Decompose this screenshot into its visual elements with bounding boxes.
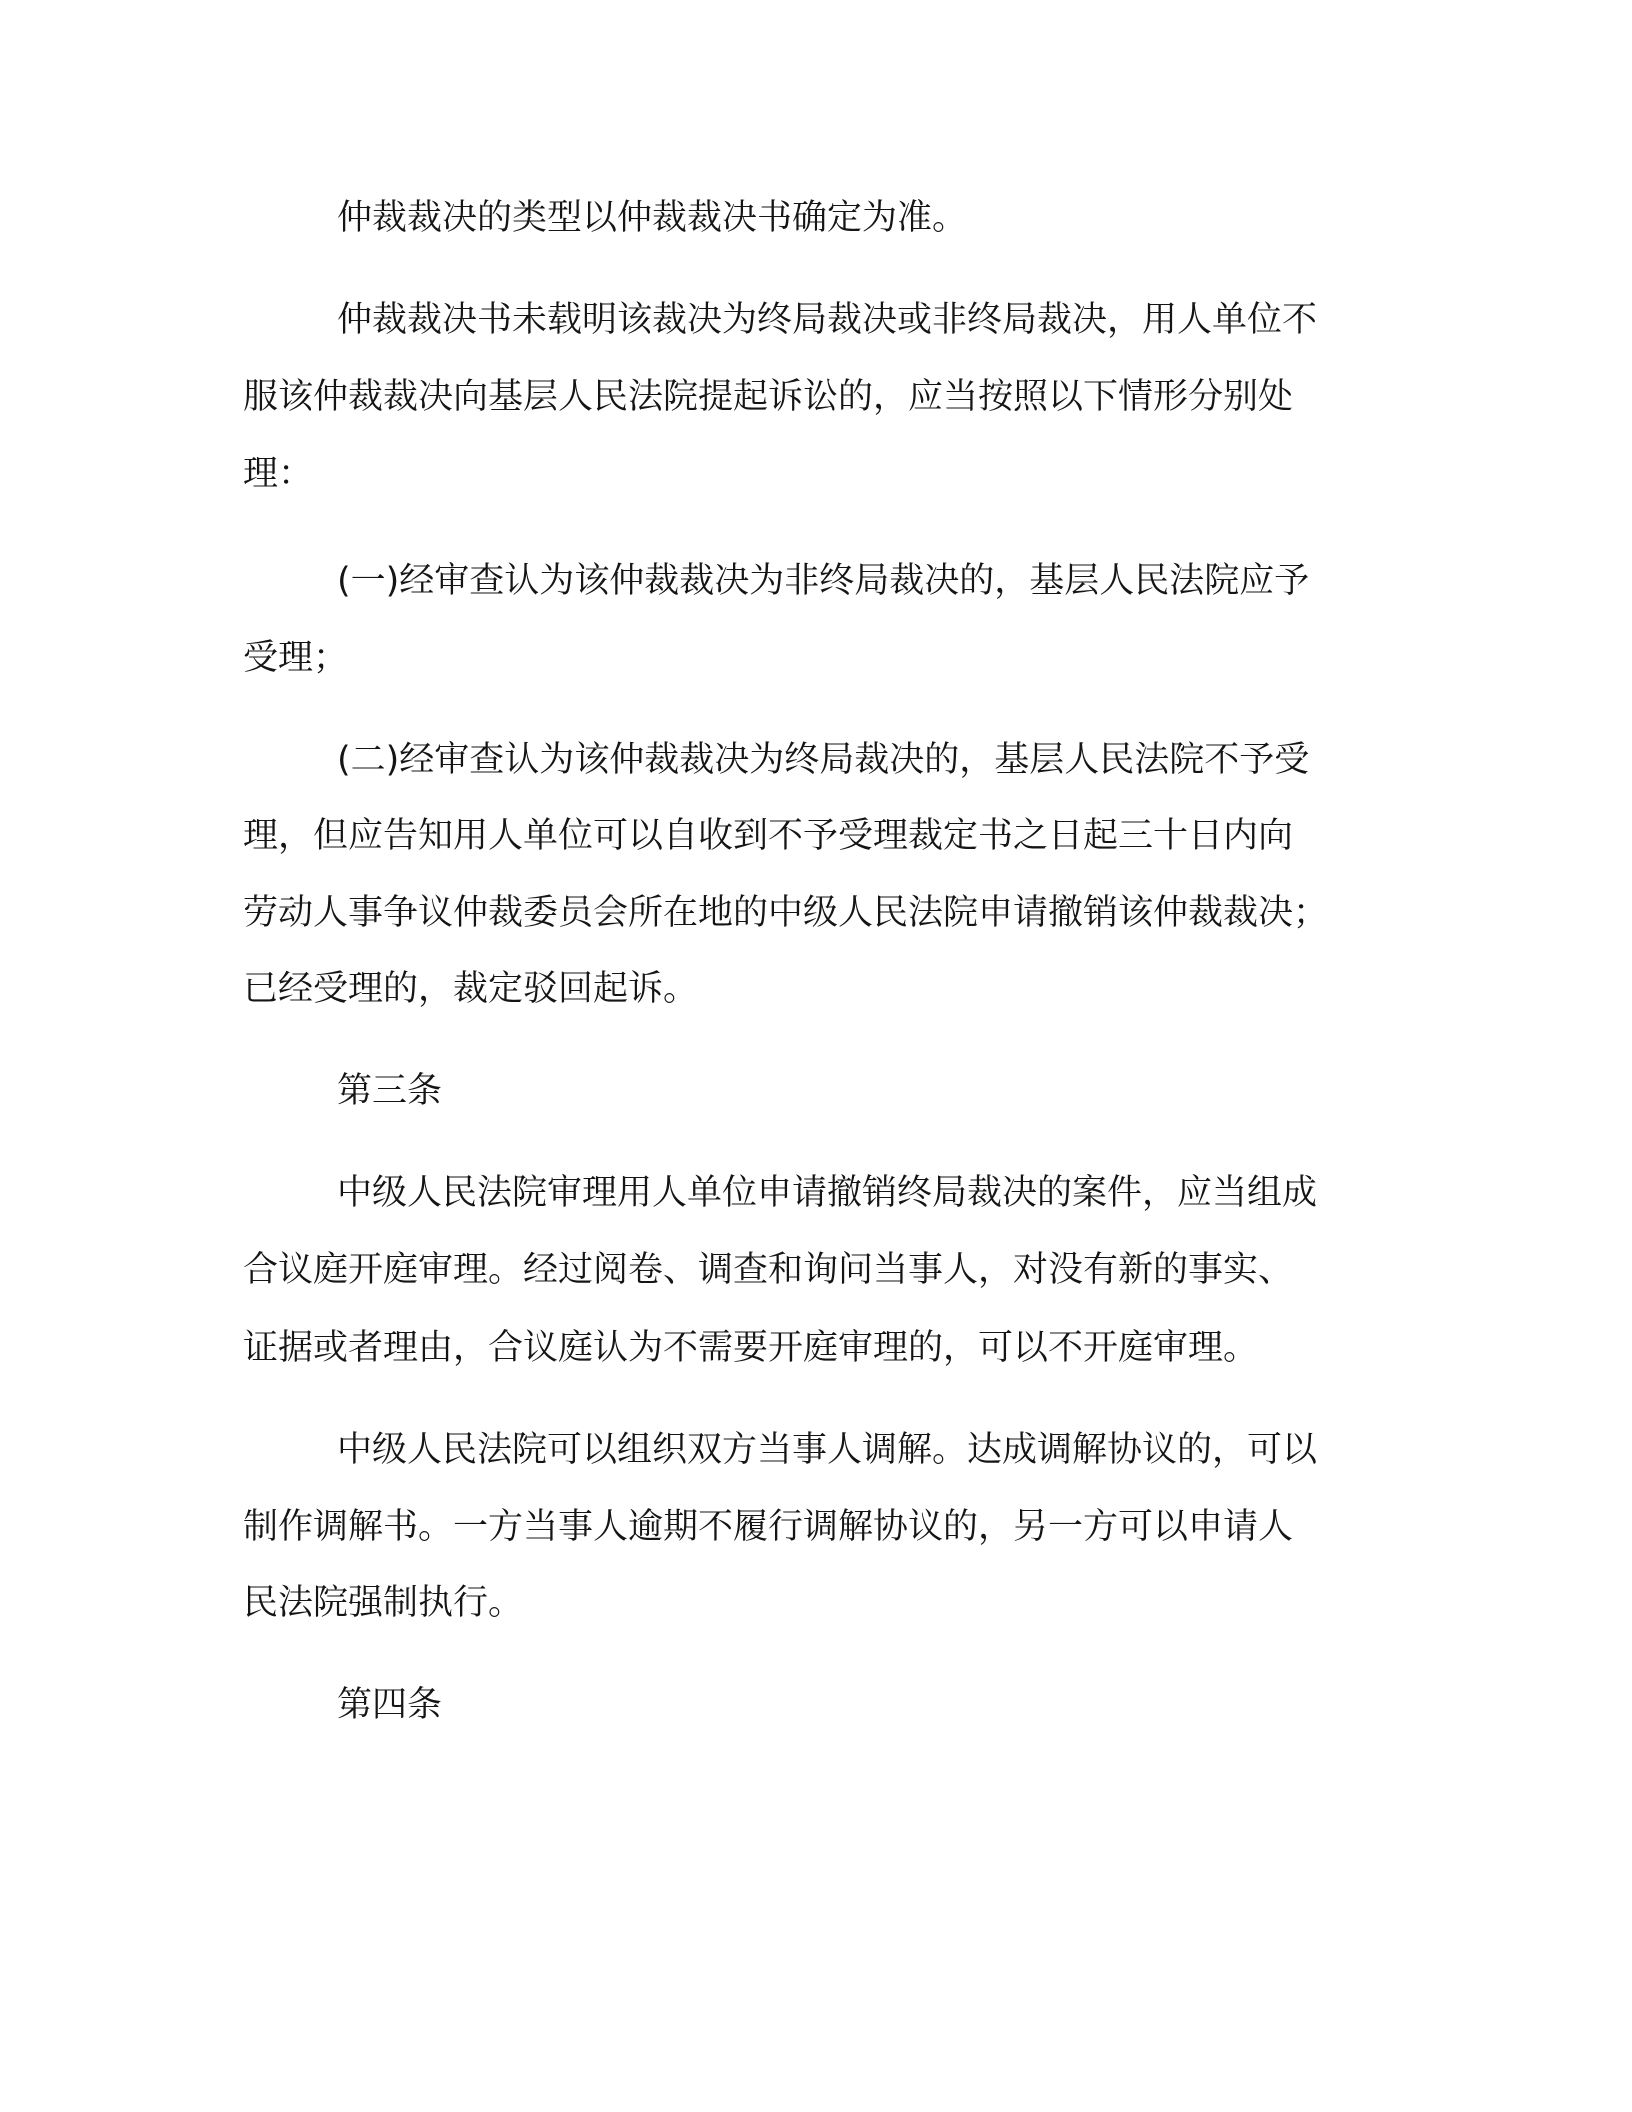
article-three-paragraph-1-line-3: 证据或者理由，合议庭认为不需要开庭审理的，可以不开庭审理。 — [243, 1328, 1259, 1368]
article-three-heading: 第三条 — [337, 1071, 443, 1111]
item-two-line-3: 劳动人事争议仲裁委员会所在地的中级人民法院申请撤销该仲裁裁决； — [243, 893, 1329, 933]
paragraph-unspecified-award-line-2: 服该仲裁裁决向基层人民法院提起诉讼的，应当按照以下情形分别处 — [243, 377, 1294, 417]
item-two-line-4: 已经受理的，裁定驳回起诉。 — [243, 969, 699, 1009]
paragraph-unspecified-award-line-3: 理： — [243, 454, 314, 494]
paragraph-unspecified-award-line-1: 仲裁裁决书未载明该裁决为终局裁决或非终局裁决，用人单位不 — [337, 300, 1318, 340]
item-two-line-1: (二)经审查认为该仲裁裁决为终局裁决的，基层人民法院不予受 — [337, 740, 1310, 780]
item-two-line-2: 理，但应告知用人单位可以自收到不予受理裁定书之日起三十日内向 — [243, 816, 1294, 856]
article-three-paragraph-1-line-2: 合议庭开庭审理。经过阅卷、调查和询问当事人，对没有新的事实、 — [243, 1250, 1294, 1290]
article-four-heading: 第四条 — [337, 1685, 443, 1725]
article-three-paragraph-2-line-1: 中级人民法院可以组织双方当事人调解。达成调解协议的，可以 — [337, 1430, 1318, 1470]
item-one-line-1: (一)经审查认为该仲裁裁决为非终局裁决的，基层人民法院应予 — [337, 561, 1310, 601]
item-one-line-2: 受理； — [243, 638, 349, 678]
article-three-paragraph-2-line-2: 制作调解书。一方当事人逾期不履行调解协议的，另一方可以申请人 — [243, 1507, 1294, 1547]
article-three-paragraph-1-line-1: 中级人民法院审理用人单位申请撤销终局裁决的案件，应当组成 — [337, 1173, 1318, 1213]
article-three-paragraph-2-line-3: 民法院强制执行。 — [243, 1583, 524, 1623]
paragraph-award-type: 仲裁裁决的类型以仲裁裁决书确定为准。 — [337, 198, 968, 238]
